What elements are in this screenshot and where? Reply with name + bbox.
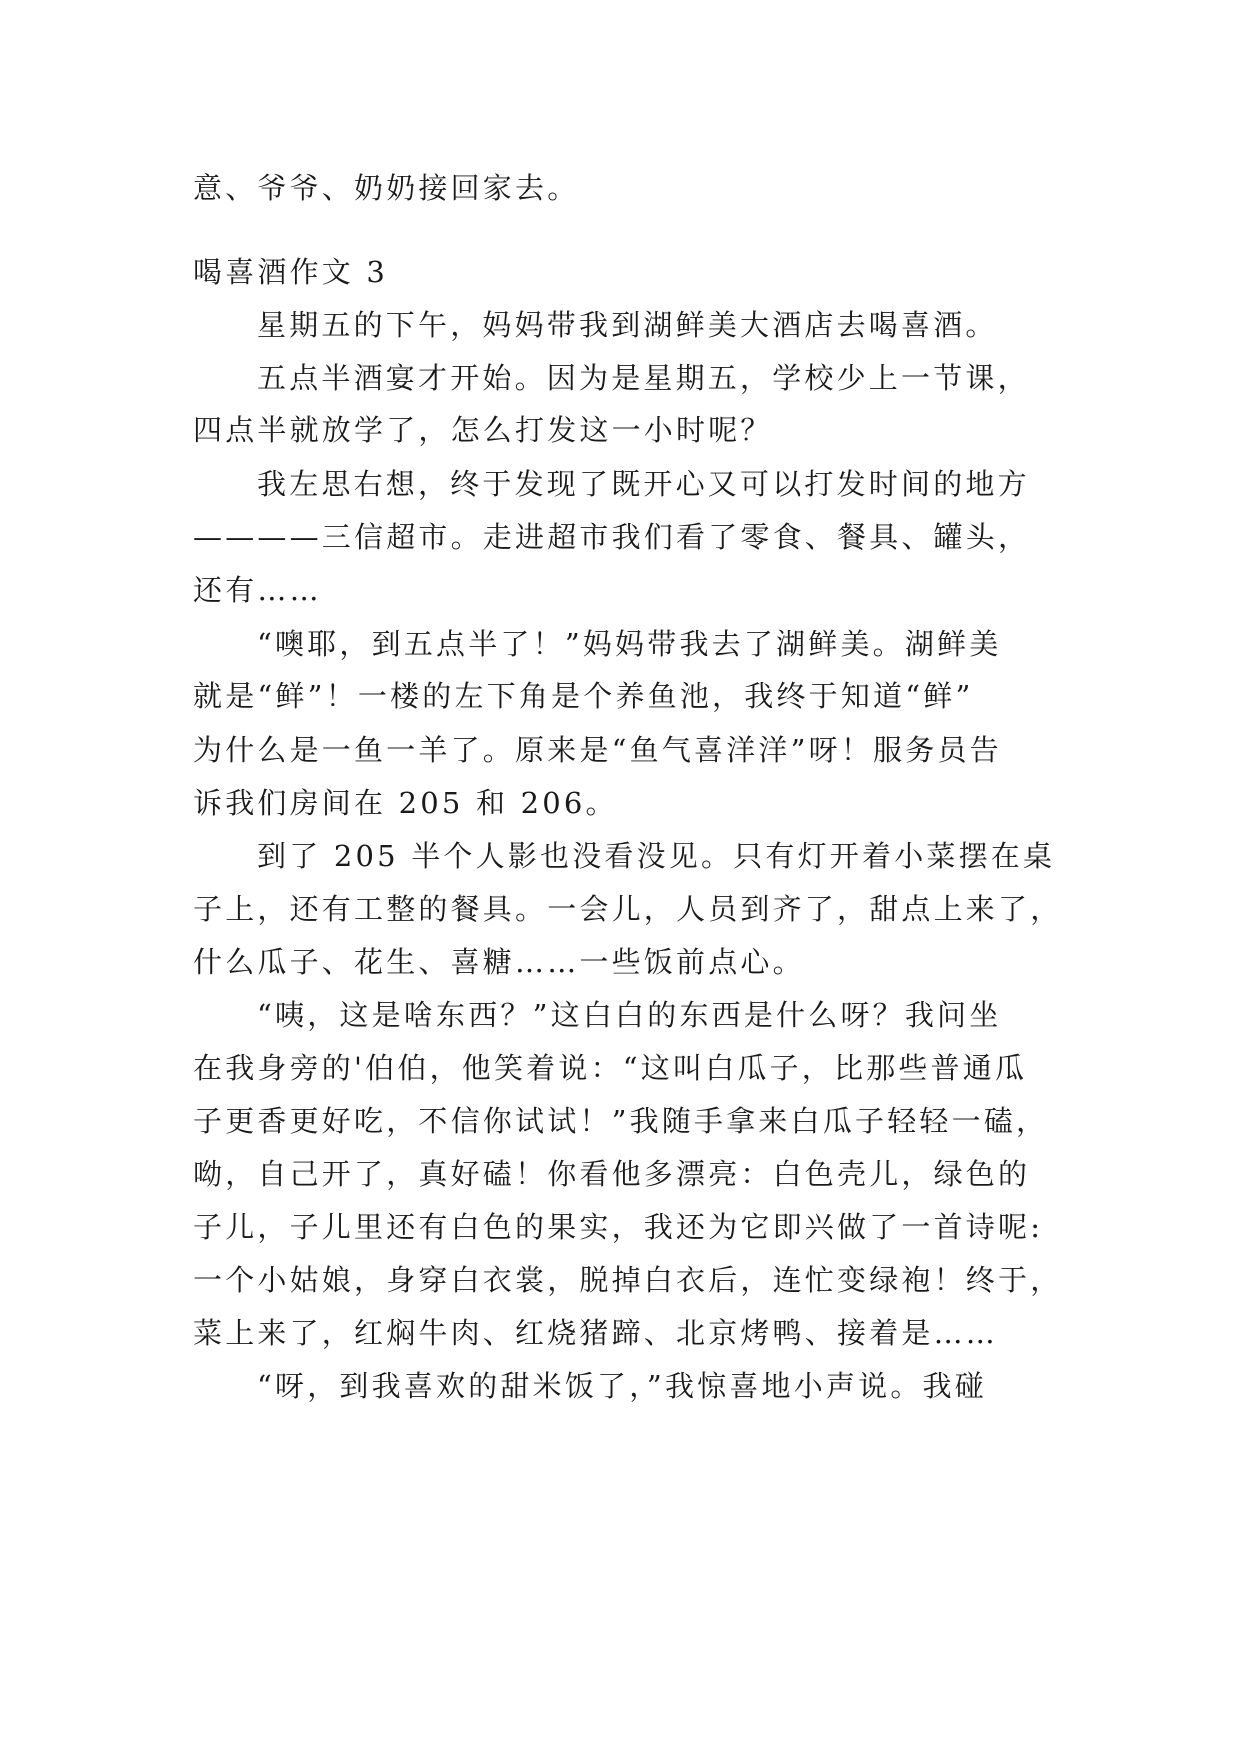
text-line: 星期五的下午，妈妈带我到湖鲜美大酒店去喝喜酒。 [257,308,998,342]
text-line: 子上，还有工整的餐具。一会儿，人员到齐了，甜点上来了， [193,892,1063,926]
text-line: 为什么是一鱼一羊了。原来是“鱼气喜洋洋”呀！服务员告 [193,733,1002,767]
text-line: 我左思右想，终于发现了既开心又可以打发时间的地方 [257,467,1030,501]
text-line: 一个小姑娘，身穿白衣裳，脱掉白衣后，连忙变绿袍！终于， [193,1263,1063,1297]
text-line: 就是“鲜”！一楼的左下角是个养鱼池，我终于知道“鲜” [193,679,974,713]
section-heading: 喝喜酒作文 3 [193,255,389,289]
text-line: ————三信超市。走进超市我们看了零食、餐具、罐头， [193,520,1031,554]
text-line: 呦，自己开了，真好磕！你看他多漂亮：白色壳儿，绿色的 [193,1157,1031,1191]
text-line: 四点半就放学了，怎么打发这一小时呢？ [193,413,773,447]
text-line: 在我身旁的'伯伯，他笑着说：“这叫白瓜子，比那些普通瓜 [193,1051,1028,1085]
text-line: “噢耶，到五点半了！”妈妈带我去了湖鲜美。湖鲜美 [257,627,1002,661]
text-line: 诉我们房间在 205 和 206。 [193,786,618,820]
text-line: 什么瓜子、花生、喜糖……一些饭前点心。 [193,945,805,979]
text-line: 菜上来了，红焖牛肉、红烧猪蹄、北京烤鸭、接着是…… [193,1316,999,1350]
text-line: 到了 205 半个人影也没看没见。只有灯开着小菜摆在桌 [257,839,1056,873]
text-line: 还有…… [193,573,322,607]
text-line: “咦，这是啥东西？”这白白的东西是什么呀？我问坐 [257,998,1002,1032]
text-line: 子儿，子儿里还有白色的果实，我还为它即兴做了一首诗呢: [193,1210,1044,1244]
text-line: 子更香更好吃，不信你试试！”我随手拿来白瓜子轻轻一磕， [193,1104,1049,1138]
text-line: “呀，到我喜欢的甜米饭了，”我惊喜地小声说。我碰 [257,1369,987,1403]
text-line: 意、爷爷、奶奶接回家去。 [193,171,580,205]
text-line: 五点半酒宴才开始。因为是星期五，学校少上一节课， [257,361,1030,395]
